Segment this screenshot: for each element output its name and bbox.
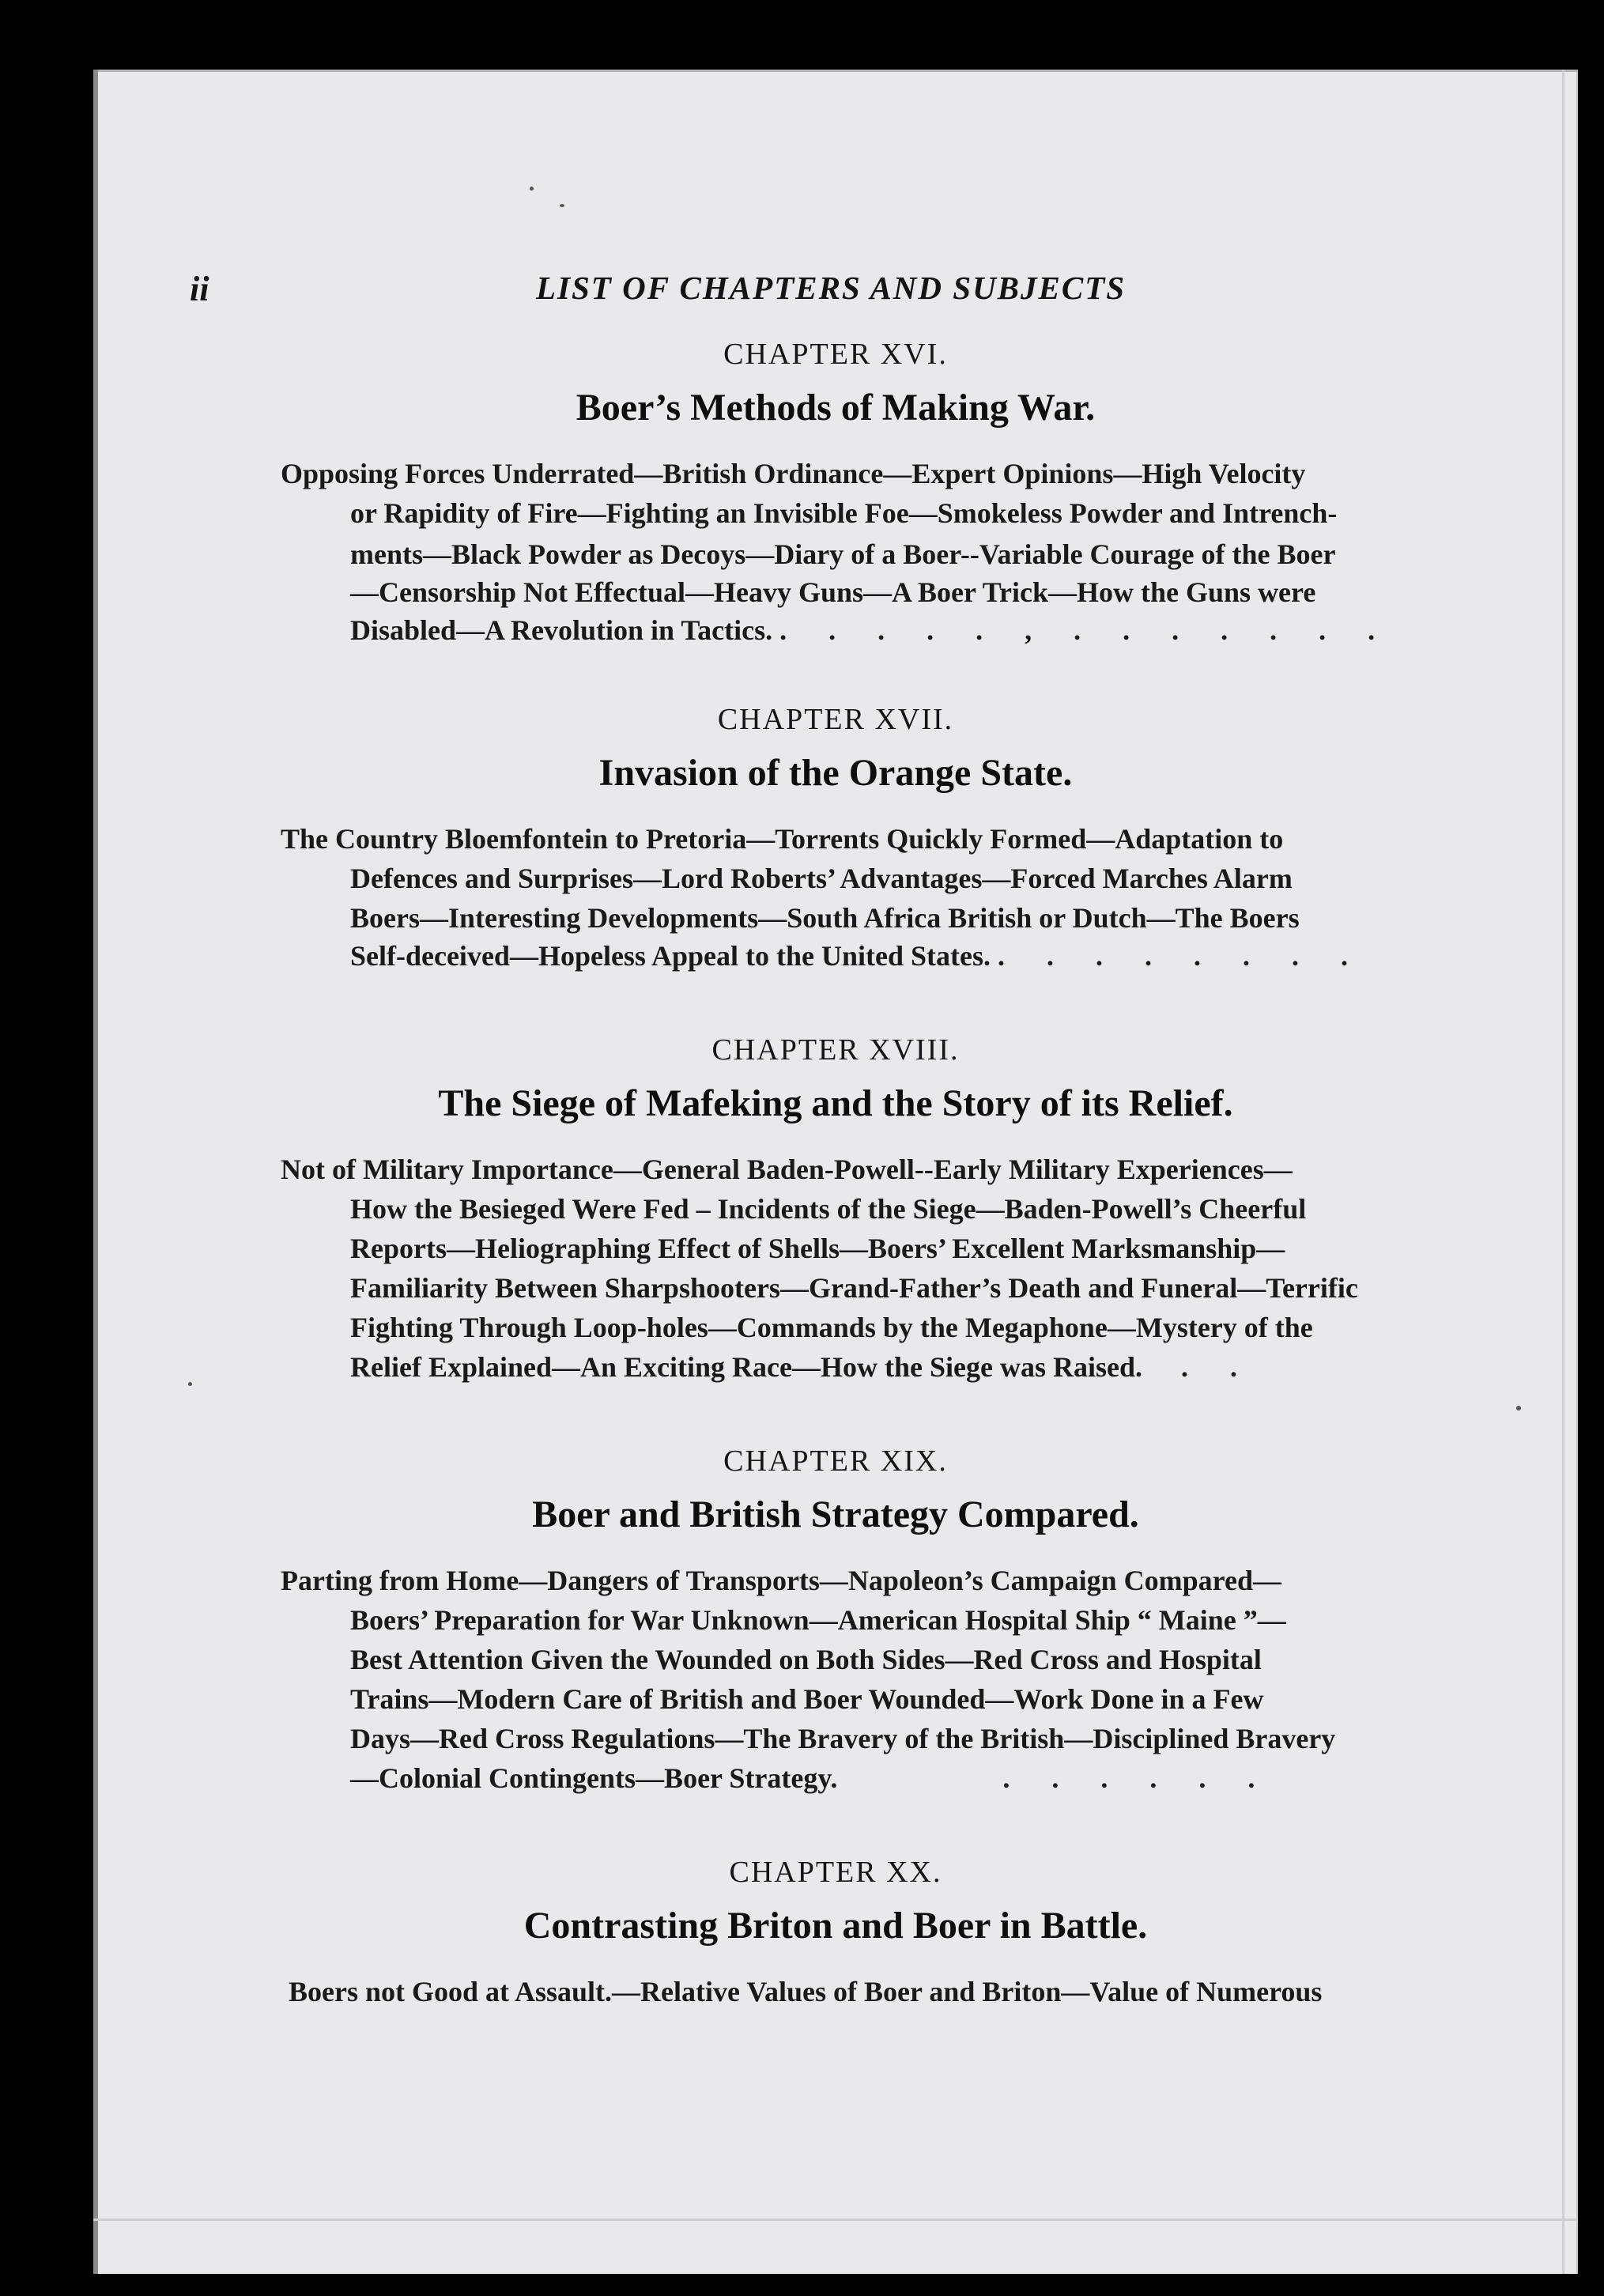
scan-speck	[530, 187, 534, 191]
synopsis-line: ments—Black Powder as Decoys—Diary of a Boer--Variable Courage of the Boer	[350, 538, 1336, 570]
book-page	[93, 70, 1578, 2274]
chapter-title: Boer and British Strategy Compared.	[532, 1494, 1139, 1535]
synopsis-line: Best Attention Given the Wounded on Both Sides—Red Cross and Hospital	[350, 1644, 1262, 1675]
chapter-title: Boer’s Methods of Making War.	[576, 387, 1096, 429]
running-head	[190, 269, 1534, 308]
synopsis-line: Trains—Modern Care of British and Boer Wounded—Work Done in a Few	[350, 1683, 1264, 1715]
synopsis-line	[350, 1762, 1272, 1795]
synopsis-line: Familiarity Between Sharpshooters—Grand-Father’s Death and Funeral—Terrific	[350, 1272, 1358, 1304]
synopsis-line: —Censorship Not Effectual—Heavy Guns—A Boer Trick—How the Guns were	[350, 576, 1316, 608]
page-edge-line	[93, 2219, 1578, 2221]
dot-leader: . . . . . . . .	[997, 940, 1365, 972]
synopsis-text: —Colonial Contingents—Boer Strategy.	[350, 1762, 838, 1794]
chapter-title: Invasion of the Orange State.	[598, 752, 1073, 794]
chapter-title: Contrasting Briton and Boer in Battle.	[523, 1905, 1148, 1947]
dot-leader: . . . . . .	[1002, 1762, 1273, 1794]
synopsis-line: Defences and Surprises—Lord Roberts’ Advantages—Forced Marches Alarm	[350, 863, 1293, 894]
dot-leader: . .	[1180, 1351, 1255, 1383]
synopsis-line: Not of Military Importance—General Baden-Powell--Early Military Experiences—	[281, 1154, 1293, 1185]
synopsis-line	[350, 1350, 1255, 1384]
page-number: ii	[190, 270, 209, 308]
scan-speck	[560, 204, 564, 207]
synopsis-text: Self-deceived—Hopeless Appeal to the United States.	[350, 940, 991, 972]
synopsis-line: Reports—Heliographing Effect of Shells—Boers’ Excellent Marksmanship—	[350, 1233, 1285, 1264]
synopsis-line: Boers not Good at Assault.—Relative Values of Boer and Briton—Value of Numerous	[289, 1976, 1323, 2007]
chapter-number: CHAPTER XX.	[729, 1856, 942, 1889]
synopsis-line	[350, 939, 1365, 972]
synopsis-line: Parting from Home—Dangers of Transports—Napoleon’s Campaign Compared—	[281, 1565, 1281, 1596]
synopsis-line: How the Besieged Were Fed – Incidents of the Siege—Baden-Powell’s Cheerful	[350, 1193, 1307, 1225]
scan-speck	[188, 1382, 192, 1386]
dot-leader: . . . . . , . . . . . . .	[779, 614, 1393, 646]
chapter-number: CHAPTER XVII.	[717, 703, 954, 736]
chapter-number: CHAPTER XVIII.	[711, 1033, 960, 1067]
synopsis-line: Opposing Forces Underrated—British Ordinance—Expert Opinions—High Velocity	[281, 458, 1306, 489]
chapter-number: CHAPTER XIX.	[723, 1444, 948, 1478]
synopsis-line: Days—Red Cross Regulations—The Bravery of the British—Disciplined Bravery	[350, 1723, 1336, 1754]
scan-speck	[1516, 1406, 1521, 1410]
synopsis-line: Boers’ Preparation for War Unknown—American Hospital Ship “ Maine ”—	[350, 1604, 1286, 1636]
synopsis-line: Fighting Through Loop-holes—Commands by the Megaphone—Mystery of the	[350, 1312, 1313, 1343]
synopsis-text: Disabled—A Revolution in Tactics.	[350, 614, 773, 646]
synopsis-line: or Rapidity of Fire—Fighting an Invisible Foe—Smokeless Powder and Intrench-	[350, 497, 1338, 529]
synopsis-line: Boers—Interesting Developments—South Africa British or Dutch—The Boers	[350, 902, 1300, 934]
running-head-title: LIST OF CHAPTERS AND SUBJECTS	[536, 270, 1127, 306]
chapter-title: The Siege of Mafeking and the Story of its Relief.	[438, 1082, 1233, 1124]
synopsis-line	[350, 614, 1392, 647]
synopsis-line: The Country Bloemfontein to Pretoria—Torrents Quickly Formed—Adaptation to	[281, 823, 1284, 855]
synopsis-text: Relief Explained—An Exciting Race—How the Siege was Raised.	[350, 1351, 1142, 1383]
chapter-number: CHAPTER XVI.	[723, 338, 948, 371]
